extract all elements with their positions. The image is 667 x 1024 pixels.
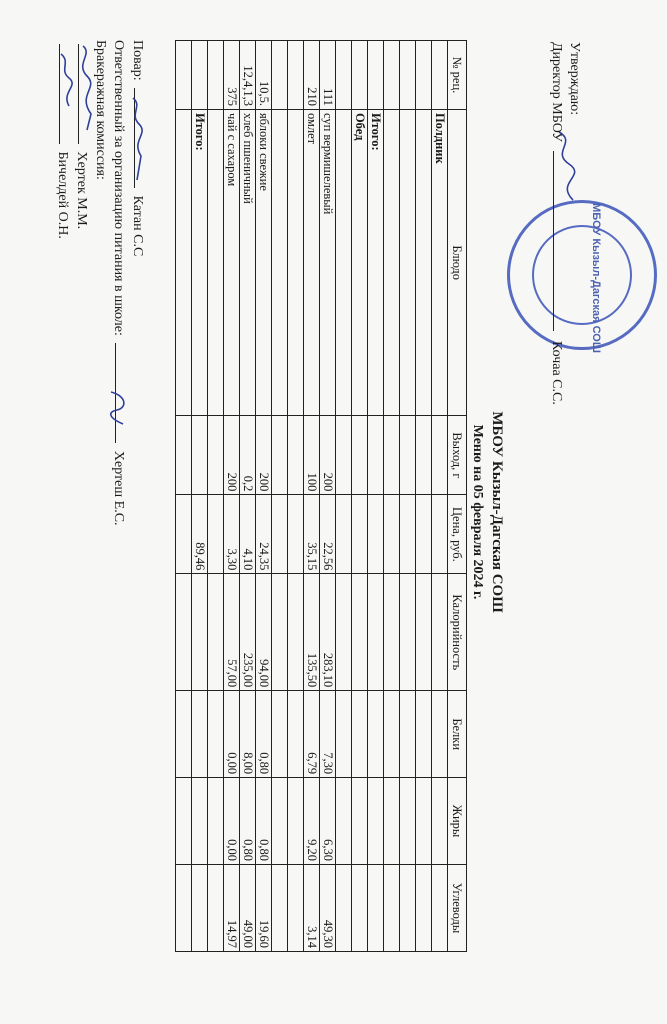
cook-label: Повар:: [130, 40, 145, 81]
proteins-cell: [416, 691, 432, 778]
calories-cell: [352, 574, 368, 691]
price-cell: [336, 495, 352, 574]
fats-cell: [384, 778, 400, 865]
table-row: [240, 41, 256, 952]
fats-cell: [192, 778, 208, 865]
fats-cell: 6,30: [320, 778, 336, 865]
price-cell: 4,10: [240, 495, 256, 574]
calories-cell: [416, 574, 432, 691]
price-cell: 24,35: [256, 495, 272, 574]
proteins-cell: [336, 691, 352, 778]
price-cell: [176, 495, 192, 574]
fats-cell: 0,80: [240, 778, 256, 865]
price-cell: [272, 495, 288, 574]
stamp-text: МБОУ Кызыл-Дагская СОШ: [590, 203, 602, 353]
price-cell: [432, 495, 448, 574]
output-cell: [288, 416, 304, 495]
table-row: [272, 41, 288, 952]
recipe-number-cell: [384, 41, 400, 110]
director-position: Директор МБОУ: [549, 42, 564, 142]
carbs-cell: [400, 865, 416, 952]
calories-cell: [192, 574, 208, 691]
recipe-number-cell: [368, 41, 384, 110]
dish-cell: [272, 109, 288, 416]
carbs-cell: [416, 865, 432, 952]
proteins-cell: [384, 691, 400, 778]
carbs-cell: [352, 865, 368, 952]
output-cell: [208, 416, 224, 495]
proteins-cell: [368, 691, 384, 778]
table-row: [384, 41, 400, 952]
fats-cell: 9,20: [304, 778, 320, 865]
fats-cell: [400, 778, 416, 865]
table-row: [352, 41, 368, 952]
table-header-row: [448, 41, 467, 952]
approval-block: [547, 42, 583, 405]
commission-label: Бракеражная комиссия:: [93, 40, 108, 180]
table-row: [192, 41, 208, 952]
dish-cell: суп вермишелевый: [320, 109, 336, 416]
proteins-cell: 0,00: [224, 691, 240, 778]
dish-cell: Обед: [352, 109, 368, 416]
table-row: [224, 41, 240, 952]
output-cell: [432, 416, 448, 495]
fats-cell: [432, 778, 448, 865]
dish-cell: [288, 109, 304, 416]
calories-cell: 283,10: [320, 574, 336, 691]
recipe-number-cell: [336, 41, 352, 110]
col-recipe-number: № рец.: [448, 41, 467, 110]
proteins-cell: [192, 691, 208, 778]
col-output: Выход, г: [448, 416, 467, 495]
fats-cell: [352, 778, 368, 865]
output-cell: [336, 416, 352, 495]
price-cell: [368, 495, 384, 574]
responsible-name: Хертеш Е.С.: [111, 450, 126, 526]
dish-cell: Полдник: [432, 109, 448, 416]
carbs-cell: 3,14: [304, 865, 320, 952]
calories-cell: 135,50: [304, 574, 320, 691]
carbs-cell: [368, 865, 384, 952]
table-row: [432, 41, 448, 952]
carbs-cell: [272, 865, 288, 952]
dish-cell: Итого:: [368, 109, 384, 416]
col-calories: Калорийность: [448, 574, 467, 691]
dish-cell: омлет: [304, 109, 320, 416]
carbs-cell: [288, 865, 304, 952]
calories-cell: [384, 574, 400, 691]
proteins-cell: [176, 691, 192, 778]
recipe-number-cell: [272, 41, 288, 110]
proteins-cell: [432, 691, 448, 778]
member2-signature: [55, 52, 75, 112]
dish-cell: [384, 109, 400, 416]
calories-cell: [400, 574, 416, 691]
cook-name: Катан С.С: [130, 195, 145, 257]
fats-cell: [272, 778, 288, 865]
dish-cell: Итого:: [192, 109, 208, 416]
proteins-cell: [400, 691, 416, 778]
fats-cell: [336, 778, 352, 865]
recipe-number-cell: [208, 41, 224, 110]
responsible-signature: [107, 388, 129, 428]
table-body: [176, 41, 448, 952]
recipe-number-cell: [400, 41, 416, 110]
proteins-cell: 8,00: [240, 691, 256, 778]
output-cell: 0,2: [240, 416, 256, 495]
calories-cell: [176, 574, 192, 691]
price-cell: [208, 495, 224, 574]
fats-cell: [208, 778, 224, 865]
calories-cell: [336, 574, 352, 691]
recipe-number-cell: [416, 41, 432, 110]
fats-cell: [368, 778, 384, 865]
recipe-number-cell: 10,5.: [256, 41, 272, 110]
table-row: [176, 41, 192, 952]
dish-cell: [208, 109, 224, 416]
fats-cell: [416, 778, 432, 865]
school-title: МБОУ Кызыл-Дагская СОШ: [489, 411, 505, 613]
fats-cell: [176, 778, 192, 865]
dish-cell: хлеб пшеничный: [240, 109, 256, 416]
proteins-cell: 7,30: [320, 691, 336, 778]
table-row: [320, 41, 336, 952]
table-row: [304, 41, 320, 952]
output-cell: 200: [320, 416, 336, 495]
approve-label: Утверждаю:: [567, 42, 582, 116]
proteins-cell: [272, 691, 288, 778]
calories-cell: [368, 574, 384, 691]
responsible-label: Ответственный за организацию питания в школе:: [111, 40, 126, 336]
calories-cell: 57,00: [224, 574, 240, 691]
cook-signature: [125, 96, 147, 186]
carbs-cell: [432, 865, 448, 952]
recipe-number-cell: [432, 41, 448, 110]
output-cell: [352, 416, 368, 495]
recipe-number-cell: 210: [304, 41, 320, 110]
calories-cell: 94,00: [256, 574, 272, 691]
member1-name: Хертек М.М.: [74, 151, 89, 230]
fats-cell: 0,00: [224, 778, 240, 865]
director-signature: [549, 130, 579, 210]
calories-cell: [288, 574, 304, 691]
carbs-cell: 14,97: [224, 865, 240, 952]
recipe-number-cell: 12,4,1,3: [240, 41, 256, 110]
price-cell: 89,46: [192, 495, 208, 574]
menu-title: Меню на 05 февраля 2024 г.: [470, 424, 485, 600]
carbs-cell: [336, 865, 352, 952]
director-name: Кочаа С.С.: [549, 340, 564, 405]
table-row: [336, 41, 352, 952]
proteins-cell: 6,79: [304, 691, 320, 778]
dish-cell: чай с сахаром: [224, 109, 240, 416]
carbs-cell: [176, 865, 192, 952]
proteins-cell: 0,80: [256, 691, 272, 778]
col-carbs: Углеводы: [448, 865, 467, 952]
carbs-cell: 49,00: [240, 865, 256, 952]
output-cell: 100: [304, 416, 320, 495]
price-cell: [416, 495, 432, 574]
output-cell: [192, 416, 208, 495]
dish-cell: [336, 109, 352, 416]
recipe-number-cell: [352, 41, 368, 110]
carbs-cell: 19,60: [256, 865, 272, 952]
table-row: [368, 41, 384, 952]
calories-cell: [208, 574, 224, 691]
price-cell: 22,56: [320, 495, 336, 574]
proteins-cell: [208, 691, 224, 778]
price-cell: [384, 495, 400, 574]
member2-line: [53, 40, 72, 526]
carbs-cell: [192, 865, 208, 952]
recipe-number-cell: 375: [224, 41, 240, 110]
recipe-number-cell: 111: [320, 41, 336, 110]
output-cell: [384, 416, 400, 495]
output-cell: 200: [224, 416, 240, 495]
dish-cell: яблоки свежие: [256, 109, 272, 416]
calories-cell: [272, 574, 288, 691]
proteins-cell: [288, 691, 304, 778]
output-cell: 200: [256, 416, 272, 495]
recipe-number-cell: [288, 41, 304, 110]
member2-name: Бичелдей О.Н.: [55, 151, 70, 239]
price-cell: 3,30: [224, 495, 240, 574]
dish-cell: [400, 109, 416, 416]
carbs-cell: [384, 865, 400, 952]
price-cell: [400, 495, 416, 574]
price-cell: [352, 495, 368, 574]
carbs-cell: [208, 865, 224, 952]
output-cell: [400, 416, 416, 495]
approve-director-line: [547, 42, 565, 405]
dish-cell: [176, 109, 192, 416]
table-row: [400, 41, 416, 952]
output-cell: [176, 416, 192, 495]
recipe-number-cell: [192, 41, 208, 110]
col-proteins: Белки: [448, 691, 467, 778]
menu-table: [175, 40, 467, 952]
calories-cell: [432, 574, 448, 691]
recipe-number-cell: [176, 41, 192, 110]
table-row: [256, 41, 272, 952]
calories-cell: 235,00: [240, 574, 256, 691]
fats-cell: 0,80: [256, 778, 272, 865]
col-price: Цена, руб.: [448, 495, 467, 574]
price-cell: 35,15: [304, 495, 320, 574]
carbs-cell: 49,30: [320, 865, 336, 952]
dish-cell: [416, 109, 432, 416]
proteins-cell: [352, 691, 368, 778]
output-cell: [416, 416, 432, 495]
price-cell: [288, 495, 304, 574]
table-row: [416, 41, 432, 952]
table-row: [288, 41, 304, 952]
col-fats: Жиры: [448, 778, 467, 865]
output-cell: [368, 416, 384, 495]
member1-signature: [73, 44, 95, 134]
col-dish: Блюдо: [448, 109, 467, 416]
fats-cell: [288, 778, 304, 865]
table-row: [208, 41, 224, 952]
output-cell: [272, 416, 288, 495]
